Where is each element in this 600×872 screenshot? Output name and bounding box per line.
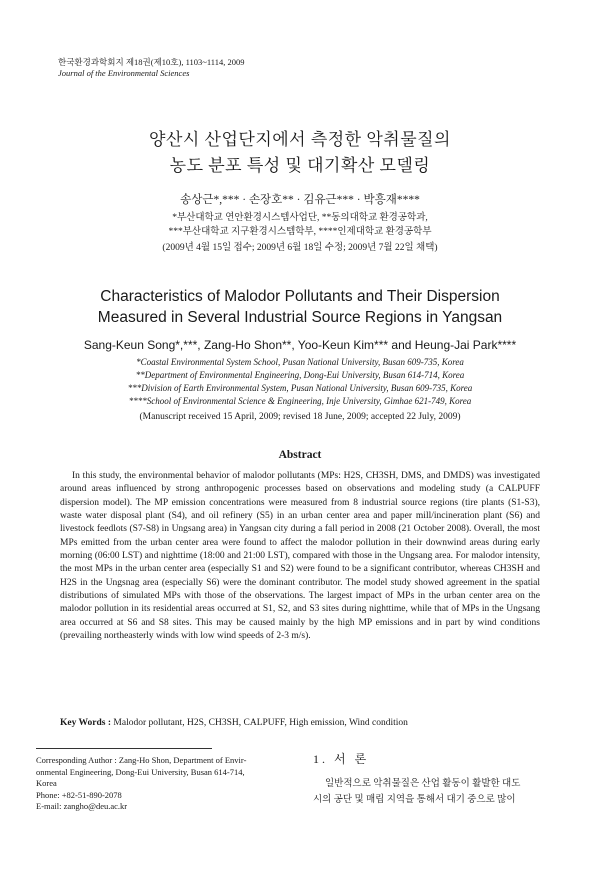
introduction-heading: 1. 서 론: [313, 752, 370, 766]
english-received-dates: (Manuscript received 15 April, 2009; revised 18 June, 2009; accepted 22 July, 2009): [139, 412, 461, 422]
korean-title-line-1: 양산시 산업단지에서 측정한 악취물질의: [149, 130, 451, 149]
footnote-phone: Phone: +82-51-890-2078: [36, 789, 122, 800]
korean-affiliation-line-2: ***부산대학교 지구환경시스템학부, ****인제대학교 환경공학부: [168, 227, 432, 237]
english-authors: Sang-Keun Song*,***, Zang-Ho Shon**, Yoo-Keun Kim*** and Heung-Jai Park****: [83, 338, 517, 352]
keywords-label: Key Words :: [60, 718, 112, 728]
english-affiliation-line-1: *Coastal Environmental System School, Pusan National University, Busan 609-735, Korea: [136, 357, 464, 367]
abstract-body: In this study, the environmental behavior of malodor pollutants (MPs: H2S, CH3SH, DMS, and DMDS) was investigated around areas influenced by strong anthropogenic processes based on observations and modeling study (a CALPUFF dispersion model). The MP emission concentrations were measured from 8 industrial source regions (tire plants (S1-S3), waste water disposal plant (S4), and oil refinery (S5) in an urban center area and paper mill/incineration plant (S6) and livestock feedlots (S7-S8) in Ungsang area) in Yangsan city during a fall period in 2008 (21 October 2008). Overall, the most MPs emitted from the urban center area were found to affect the malodor pollution in their downwind areas during early morning (06:00 LST) and nighttime (18:00 and 21:00 LST), compared with those in the Ungsang area. For malodor intensity, the most MPs in the urban center area (especially S1 and S2) were found to be a significant contributor, whereas CH3SH and H2S in the Ungsnag area (especially S6) were the dominant contributor. The model study showed agreement in the spatial distributions of simulated MPs with those of the observations. The largest impact of MPs in the urban center area on the malodor pollution in its residential areas occurred at S1, S2, and S3 sites during nighttime, while that of MPs in the Ungsang area occurred at S6 and S8 sites. This may be caused mainly by the high MP emissions and in part by wind conditions (prevailing northeasterly winds with low wind speeds of 2-3 m/s).: [60, 471, 540, 642]
english-affiliation-line-4: ****School of Environmental Science & Engineering, Inje University, Gimhae 621-749, Korea: [128, 396, 472, 406]
footnote-line-3: Korea: [36, 778, 57, 788]
abstract-heading: Abstract: [278, 449, 322, 461]
footnote-line-2: onmental Engineering, Dong-Eui University, Busan 614-714,: [36, 766, 245, 777]
footnote-divider: [36, 748, 212, 749]
footnote-email: E-mail: zangho@deu.ac.kr: [36, 801, 128, 811]
keywords-text: Malodor pollutant, H2S, CH3SH, CALPUFF, High emission, Wind condition: [113, 718, 408, 728]
english-affiliation-line-2: **Department of Environmental Engineering, Dong-Eui University, Busan 614-714, Korea: [135, 370, 465, 380]
introduction-line-1: 일반적으로 악취물질은 산업 활동이 활발한 대도: [325, 779, 521, 789]
corresponding-author-footnote: [36, 755, 296, 813]
introduction-text: [313, 777, 568, 808]
korean-affiliation-line-1: *부산대학교 연안환경시스템사업단, **동의대학교 환경공학과,: [172, 213, 428, 223]
journal-name: Journal of the Environmental Sciences: [58, 68, 190, 78]
introduction-line-2: 시의 공단 및 매립 지역을 통해서 대기 중으로 많이: [313, 794, 516, 805]
english-title-line-2: Measured in Several Industrial Source Regions in Yangsan: [97, 309, 503, 326]
korean-authors: 송상근*,*** · 손장호** · 김유근*** · 박흥재****: [180, 194, 420, 206]
keywords: [60, 718, 540, 728]
korean-title-line-2: 농도 분포 특성 및 대기확산 모델링: [169, 156, 431, 175]
english-affiliation-line-3: ***Division of Earth Environmental System, Pusan National University, Busan 609-735, Korea: [127, 383, 473, 393]
english-title-line-1: Characteristics of Malodor Pollutants and Their Dispersion: [100, 288, 500, 305]
footnote-line-1: Corresponding Author : Zang-Ho Shon, Department of Envir-: [36, 755, 247, 765]
korean-received-dates: (2009년 4월 15일 접수; 2009년 6월 18일 수정; 2009년 7월 22일 채택): [162, 243, 438, 253]
journal-citation: 한국환경과학회지 제18권(제10호), 1103~1114, 2009: [58, 57, 245, 67]
